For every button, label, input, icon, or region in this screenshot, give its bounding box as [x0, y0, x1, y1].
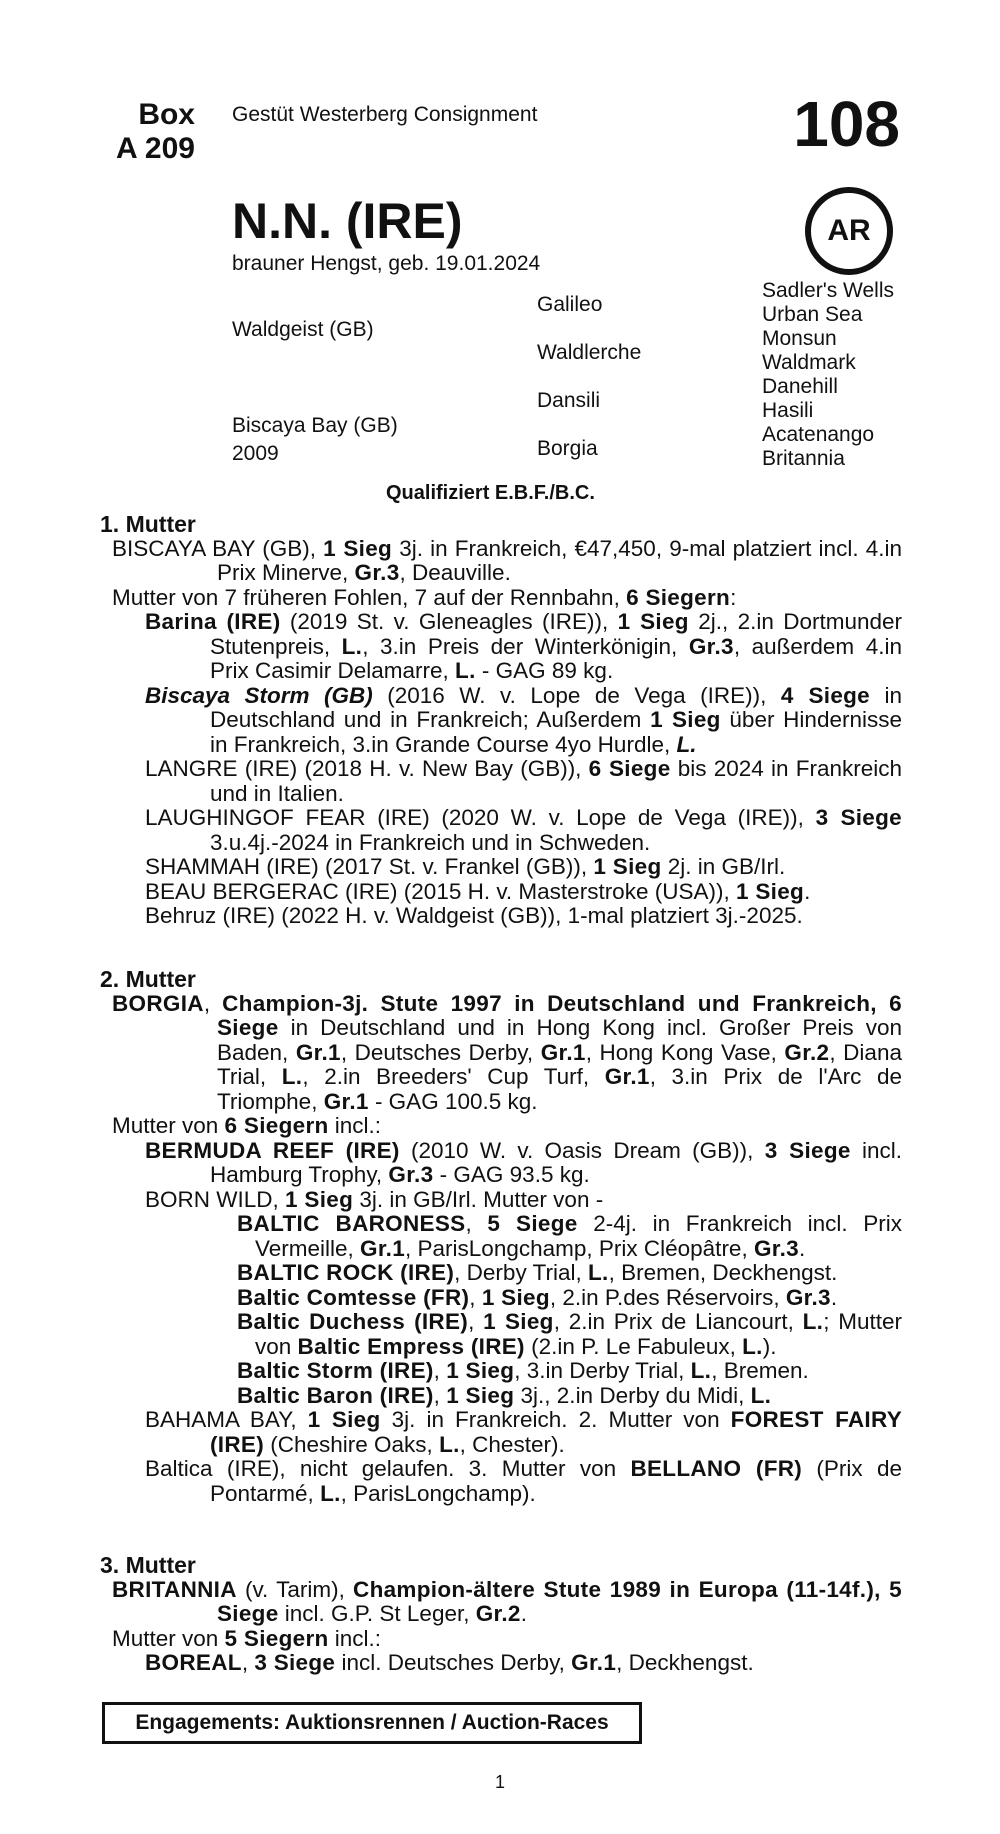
list-item: [100, 757, 902, 806]
foal-name: Behruz (IRE): [145, 903, 276, 928]
grade: Gr.1: [571, 1650, 617, 1675]
text: (2016 W. v. Lope de Vega (IRE)),: [372, 682, 781, 708]
first-dam-section: [100, 512, 902, 929]
foal-name: BORN WILD: [145, 1186, 273, 1212]
wins: 1 Sieg: [307, 1407, 381, 1432]
winners-count: 6 Siegern: [626, 584, 731, 610]
pedigree-gen3-7: Acatenango: [762, 423, 875, 446]
text: (2020 W. v. Lope de Vega (IRE)),: [429, 805, 816, 830]
text: bis 2024 in Frankreich und in Italien.: [210, 756, 902, 806]
second-dam-section: [100, 967, 902, 1506]
text: in Deutschland und in Hong Kong incl. Großer Preis von Baden,: [217, 1015, 902, 1065]
wins: 1 Sieg: [483, 1309, 554, 1334]
grade: L.: [742, 1333, 763, 1359]
wins: 1 Sieg: [735, 878, 805, 904]
grade: L.: [802, 1309, 824, 1334]
grade: Gr.3: [753, 1235, 799, 1261]
wins: 5 Siege: [487, 1211, 578, 1236]
wins: 1 Sieg: [650, 707, 721, 732]
box-title: Box: [138, 98, 195, 131]
grade: Gr.3: [688, 633, 734, 659]
wins: 1 Sieg: [617, 609, 689, 634]
text: (v. Tarim),: [236, 1576, 354, 1602]
list-item: [100, 1139, 902, 1188]
second-dam-name: BORGIA: [112, 990, 204, 1016]
foal-name: SHAMMAH (IRE): [145, 854, 319, 879]
list-item: [100, 684, 902, 758]
text: 3j., 2.in Derby du Midi,: [514, 1382, 751, 1408]
text: incl. Hamburg Trophy,: [210, 1137, 903, 1187]
grade: L.: [676, 731, 697, 757]
list-item: [145, 1310, 902, 1359]
sep: ,: [290, 1407, 308, 1432]
text: Baltica (IRE), nicht gelaufen. 3. Mutter von: [145, 1456, 631, 1481]
third-dam-produce-summary: [100, 1627, 902, 1652]
text: 2-4j. in Frankreich incl. Prix Vermeille,: [255, 1211, 902, 1261]
foal-name: Barina (IRE): [145, 609, 281, 634]
engagements-box: [102, 1702, 642, 1744]
pedigree-gen3-5: Danehill: [762, 375, 838, 398]
text: über Hindernisse in Frankreich, 3.in Grande Course 4yo Hurdle,: [210, 707, 902, 757]
text: 3j. in Frankreich. 2. Mutter von: [380, 1407, 731, 1432]
foal-name: Baltic Comtesse (FR): [237, 1284, 470, 1310]
grade: Gr.1: [540, 1039, 586, 1065]
text: 3j. in Frankreich, €47,450, 9-mal platziert incl. 4.in Prix Minerve,: [217, 535, 902, 585]
grade: Gr.1: [360, 1235, 406, 1261]
list-item: [100, 880, 902, 905]
text: (Cheshire Oaks,: [264, 1431, 440, 1457]
champion-title: Champion-ältere Stute 1989 in Europa (11-14f.), 5 Siege: [217, 1576, 902, 1626]
foal-name: Baltic Storm (IRE): [237, 1358, 434, 1383]
list-item: [145, 1286, 902, 1311]
text: , ParisLongchamp, Prix Cléopâtre,: [405, 1235, 754, 1261]
third-dam-heading: 3. Mutter: [100, 1552, 196, 1578]
pedigree-gen2-2: Waldlerche: [537, 341, 642, 364]
engagements-label: Engagements: Auktionsrennen / Auction-Races: [135, 1711, 609, 1734]
list-item: [100, 1408, 902, 1457]
grade: L.: [587, 1260, 609, 1285]
wins: 3 Siege: [815, 805, 902, 830]
text: 3.u.4j.-2024 in Frankreich und in Schweden.: [210, 829, 651, 855]
text: 2j. in GB/Irl.: [661, 854, 786, 879]
foal-name: Biscaya Storm (GB): [145, 682, 373, 708]
wins: 1 Sieg: [323, 535, 393, 561]
foal-name: Baltic Baron (IRE): [237, 1382, 434, 1408]
list-item: [100, 1457, 902, 1506]
text: , 3.in Prix de l'Arc de Triomphe,: [217, 1064, 902, 1114]
pedigree-gen3-3: Monsun: [762, 327, 837, 350]
text: , Deutsches Derby,: [340, 1039, 541, 1065]
third-dam-section: [100, 1553, 902, 1676]
grade: L.: [690, 1358, 712, 1383]
list-item: [100, 904, 902, 929]
pedigree-gen2-3: Dansili: [537, 389, 601, 412]
text: (2.in P. Le Fabuleux,: [524, 1333, 743, 1359]
pedigree-gen2-1: Galileo: [537, 293, 603, 316]
wins: 1 Sieg: [285, 1186, 354, 1212]
grade: Gr.1: [604, 1064, 650, 1089]
winners-count: 5 Siegern: [224, 1625, 329, 1651]
pedigree-gen3-6: Hasili: [762, 399, 814, 422]
pedigree-dam-year: 2009: [232, 442, 279, 465]
champion-title: Champion-3j. Stute 1997 in Deutschland und Frankreich, 6 Siege: [217, 990, 902, 1040]
text: 3j. in GB/Irl. Mutter von -: [353, 1186, 604, 1212]
wins: 4 Siege: [780, 682, 870, 708]
list-item: [145, 1212, 902, 1261]
grade: L.: [281, 1064, 303, 1089]
text: Mutter von: [112, 1625, 225, 1651]
grade: L.: [750, 1382, 772, 1408]
grade: L.: [341, 633, 363, 659]
text: , Hong Kong Vase,: [585, 1039, 785, 1065]
wins: 3 Siege: [764, 1137, 851, 1163]
text: , Chester).: [459, 1431, 565, 1457]
text: ).: [762, 1333, 777, 1359]
text: , ParisLongchamp).: [340, 1480, 536, 1506]
foal-name: BOREAL: [145, 1650, 242, 1675]
pedigree-dam: Biscaya Bay (GB): [232, 414, 398, 437]
sep: ,: [465, 1211, 488, 1236]
wins: 6 Siege: [588, 756, 671, 781]
pedigree-gen3-2: Urban Sea: [762, 303, 863, 326]
text: - GAG 89 kg.: [475, 658, 614, 683]
text: , Deckhengst.: [616, 1650, 754, 1675]
wins: 1 Sieg: [446, 1382, 515, 1408]
sep: ,: [272, 1186, 286, 1212]
wins: 1 Sieg: [593, 854, 662, 879]
text: , Bremen, Deckhengst.: [608, 1260, 838, 1285]
second-dam-produce-summary: [100, 1114, 902, 1139]
sep: ,: [468, 1309, 484, 1334]
list-item: [145, 1359, 902, 1384]
text: incl. G.P. St Leger,: [278, 1601, 476, 1626]
text: .: [798, 1235, 806, 1261]
foal-name: BELLANO (FR): [630, 1456, 803, 1481]
text: , Deauville.: [399, 560, 511, 585]
sep: ,: [433, 1358, 447, 1383]
text: (Prix de Pontarmé,: [210, 1456, 902, 1506]
box-number: A 209: [116, 132, 195, 165]
first-dam-heading: 1. Mutter: [100, 511, 196, 537]
text: , Derby Trial,: [454, 1260, 588, 1285]
list-item: [100, 1651, 902, 1676]
text: ; Mutter von: [255, 1309, 902, 1359]
text: , Diana Trial,: [217, 1039, 902, 1089]
sep: ,: [203, 990, 223, 1016]
pedigree-sire: Waldgeist (GB): [232, 318, 374, 341]
foal-name: FOREST FAIRY (IRE): [210, 1407, 903, 1457]
text: - GAG 100.5 kg.: [368, 1088, 538, 1114]
text: (2019 St. v. Gleneagles (IRE)),: [280, 609, 618, 634]
third-dam-record: [100, 1578, 902, 1627]
qualification: Qualifiziert E.B.F./B.C.: [386, 482, 595, 504]
grade: Gr.3: [354, 560, 400, 585]
wins: 1 Sieg: [446, 1358, 515, 1383]
first-dam-name: BISCAYA BAY (GB): [112, 535, 310, 561]
text: Mutter von 7 früheren Fohlen, 7 auf der Rennbahn,: [112, 584, 627, 610]
sep: ,: [241, 1650, 255, 1675]
text: , 3.in Derby Trial,: [514, 1358, 691, 1383]
foal-name: Baltic Empress (IRE): [297, 1333, 525, 1359]
wins: 3 Siege: [254, 1650, 336, 1675]
grade: L.: [320, 1480, 341, 1506]
sep: ,: [309, 535, 324, 561]
grade: Gr.3: [785, 1284, 831, 1310]
grade: Gr.1: [295, 1039, 341, 1065]
text: .: [520, 1601, 527, 1626]
text: (2018 H. v. New Bay (GB)),: [297, 756, 589, 781]
text: , außerdem 4.in Prix Casimir Delamarre,: [210, 633, 902, 683]
third-dam-name: BRITANNIA: [112, 1576, 237, 1602]
text: incl.:: [328, 1113, 382, 1138]
text: , 2.in P.des Réservoirs,: [549, 1284, 786, 1310]
text: incl. Deutsches Derby,: [335, 1650, 572, 1675]
foal-name: LANGRE (IRE): [145, 756, 298, 781]
pedigree-gen2-4: Borgia: [537, 437, 598, 460]
list-item: [100, 806, 902, 855]
consignor: Gestüt Westerberg Consignment: [232, 103, 538, 126]
foal-name: BEAU BERGERAC (IRE): [145, 878, 398, 904]
page-number: 1: [494, 1772, 505, 1792]
text: (2022 H. v. Waldgeist (GB)), 1-mal platziert 3j.-2025.: [275, 903, 803, 928]
list-item: [100, 1188, 902, 1213]
text: - GAG 93.5 kg.: [433, 1162, 590, 1187]
foal-name: BALTIC BARONESS: [237, 1211, 466, 1236]
text: Mutter von: [112, 1113, 225, 1138]
first-dam-record: [100, 537, 902, 586]
grade: L.: [439, 1431, 460, 1457]
second-dam-record: [100, 992, 902, 1115]
wins: 1 Sieg: [481, 1284, 550, 1310]
box-label: [100, 98, 195, 166]
pedigree-gen3-1: Sadler's Wells: [762, 279, 894, 302]
text: (2010 W. v. Oasis Dream (GB)),: [399, 1137, 765, 1163]
grade: Gr.2: [475, 1601, 521, 1626]
grade: Gr.1: [323, 1088, 369, 1114]
sep: ,: [469, 1284, 482, 1310]
text: , Bremen.: [711, 1358, 809, 1383]
horse-description: brauner Hengst, geb. 19.01.2024: [232, 252, 541, 275]
first-dam-produce-summary: [100, 586, 902, 611]
text: :: [730, 584, 737, 610]
list-item: [100, 610, 902, 684]
text: .: [830, 1284, 838, 1310]
text: in Deutschland und in Frankreich; Außerdem: [210, 682, 902, 732]
list-item: [100, 855, 902, 880]
grade: L.: [455, 658, 476, 683]
text: incl.:: [328, 1625, 382, 1651]
list-item: [145, 1384, 902, 1409]
text: , 3.in Preis der Winterkönigin,: [362, 633, 689, 659]
ar-badge: [805, 187, 893, 275]
text: , 2.in Breeders' Cup Turf,: [302, 1064, 605, 1089]
foal-name: LAUGHINGOF FEAR (IRE): [145, 805, 430, 830]
lot-number: 108: [793, 88, 900, 160]
grade: Gr.3: [388, 1162, 434, 1187]
sep: ,: [433, 1382, 447, 1408]
foal-name: BALTIC ROCK (IRE): [237, 1260, 455, 1285]
foal-name: BAHAMA BAY: [145, 1407, 291, 1432]
pedigree-gen3-8: Britannia: [762, 447, 845, 470]
grade: Gr.2: [784, 1039, 830, 1065]
pedigree-gen3-4: Waldmark: [762, 351, 856, 374]
horse-name: N.N. (IRE): [232, 193, 463, 249]
list-item: [145, 1261, 902, 1286]
text: (2017 St. v. Frankel (GB)),: [318, 854, 594, 879]
winners-count: 6 Siegern: [224, 1113, 329, 1138]
text: .: [804, 878, 811, 904]
foal-name: BERMUDA REEF (IRE): [145, 1137, 400, 1163]
second-dam-heading: 2. Mutter: [100, 966, 196, 992]
foal-name: Baltic Duchess (IRE): [237, 1309, 469, 1334]
ar-badge-label: AR: [827, 214, 871, 247]
text: (2015 H. v. Masterstroke (USA)),: [397, 878, 736, 904]
text: 2j., 2.in Dortmunder Stutenpreis,: [210, 609, 903, 659]
text: , 2.in Prix de Liancourt,: [553, 1309, 803, 1334]
